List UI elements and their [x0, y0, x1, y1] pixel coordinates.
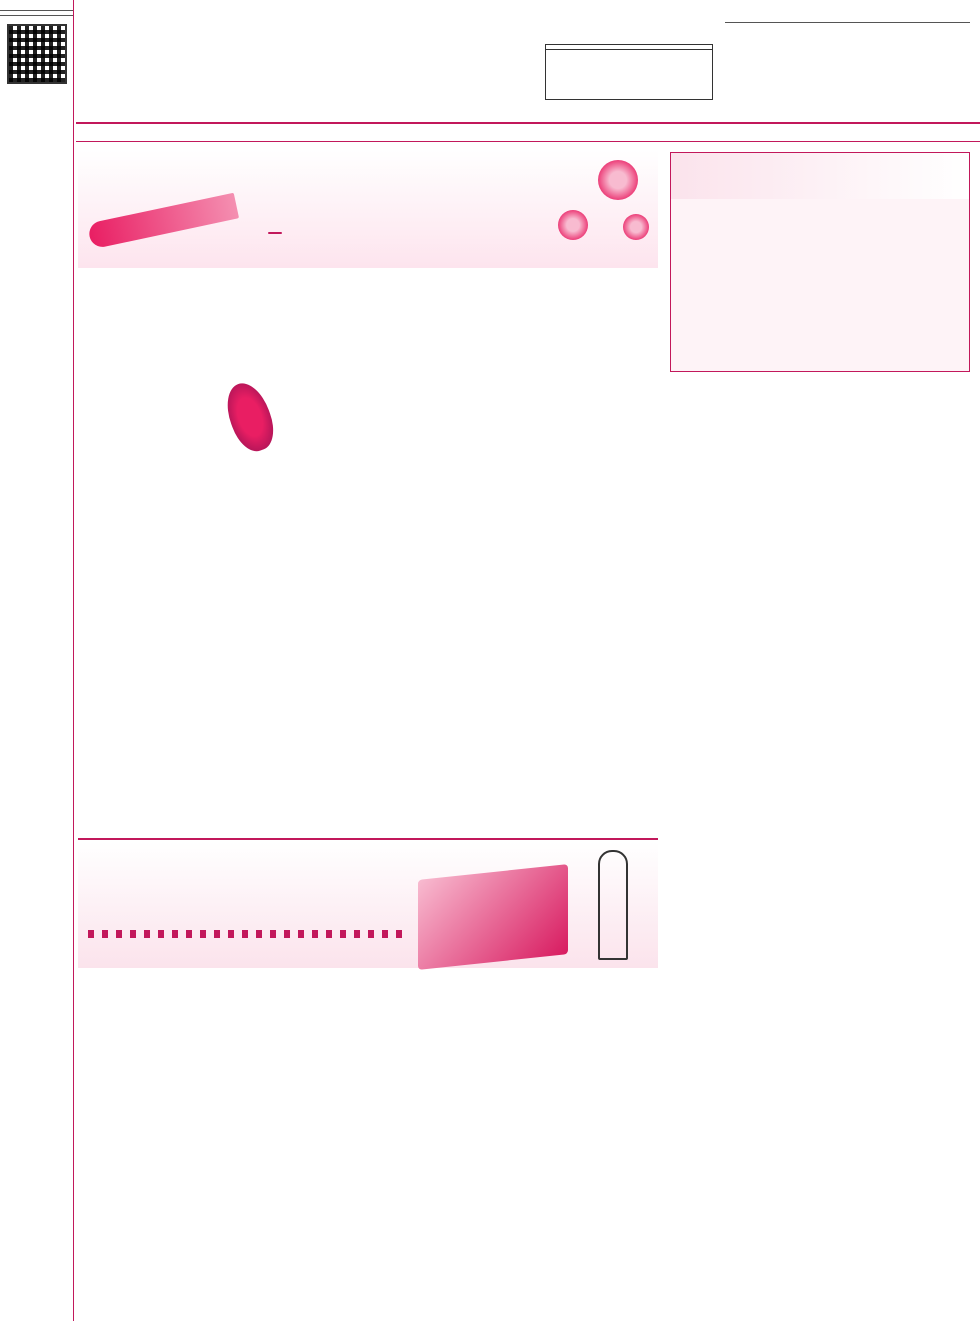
issue-line: [546, 50, 712, 86]
newspaper-logo: [132, 14, 462, 114]
dotted-rule: [88, 930, 408, 938]
person-illustration-icon: [598, 850, 628, 960]
subject-title: [725, 20, 970, 23]
article2-banner: [78, 842, 658, 968]
article2-title: [148, 878, 158, 928]
article1-banner: [78, 150, 658, 268]
publisher-info-bar: [76, 122, 980, 142]
left-answer-strip: [0, 0, 74, 1321]
week-focus-box: [670, 152, 970, 372]
issue-box: [545, 44, 713, 100]
week-focus-body: [671, 199, 969, 203]
section-divider: [78, 838, 658, 840]
qr-code-icon[interactable]: [7, 24, 67, 84]
eq-badge: [268, 232, 282, 234]
subject-block: [725, 20, 970, 27]
week-focus-header: [671, 153, 969, 199]
flower-icon: [623, 214, 649, 240]
answer-body: [0, 16, 73, 20]
flower-icon: [558, 210, 588, 240]
equality-article-title: [190, 232, 300, 442]
right-column: [670, 152, 978, 1318]
editor-info: [0, 0, 73, 4]
flower-icon: [598, 160, 638, 200]
monitor-illustration-icon: [418, 864, 568, 970]
violin-illustration-icon: [219, 377, 281, 456]
